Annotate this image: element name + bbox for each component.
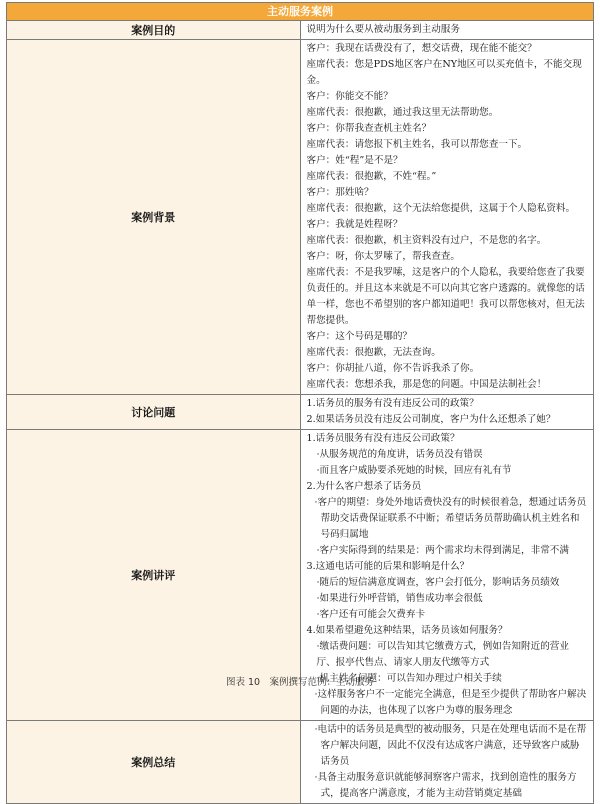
explanation-point: ·而且客户威胁要杀死她的时候，回应有礼有节 — [316, 465, 512, 476]
discussion-question: 2.如果话务员没有违反公司制度，客户为什么还想杀了她？ — [306, 414, 556, 425]
explanation-label: 案例讲评 — [7, 430, 301, 721]
dialogue-line: 客户：你帮我查查机主姓名？ — [306, 123, 432, 134]
explanation-point: ·客户的期望：身处外地话费快没有的时候很着急，想通过话务员帮助交话费保证联系不中断；希望话务员帮助确认机主姓名和号码归属地 — [314, 497, 587, 540]
purpose-label: 案例目的 — [7, 21, 301, 40]
dialogue-line: 客户：这个号码是哪的？ — [306, 331, 413, 342]
summary-row — [7, 721, 594, 804]
dialogue-line: 座席代表：很抱歉，这个无法给您提供，这属于个人隐私资料。 — [306, 203, 576, 214]
explanation-point: ·如果进行外呼营销，销售成功率会很低 — [316, 593, 483, 604]
summary-content — [300, 721, 594, 804]
dialogue-line: 客户：我现在话费没有了，想交话费，现在能不能交？ — [306, 43, 537, 54]
explanation-point: ·客户实际得到的结果是：两个需求均未得到满足，非常不满 — [316, 545, 569, 556]
dialogue-line: 客户：我就是姓程呀？ — [306, 219, 403, 230]
discussion-label: 讨论问题 — [7, 395, 301, 430]
purpose-content — [300, 21, 594, 40]
dialogue-line: 座席代表：不是我罗嗦，这是客户的个人隐私，我要给您查了我要负责任的。并且这本来就是不可以向其它客户透露的。就像您的话单一样，您也不希望别的客户都知道吧！我可以帮您核对，但无法帮您提供。 — [306, 267, 585, 326]
dialogue-line: 座席代表：请您报下机主姓名，我可以帮您查一下。 — [306, 139, 528, 150]
background-content — [300, 40, 594, 395]
table-header-row — [7, 3, 594, 21]
explanation-question-3: 3.这通电话可能的后果和影响是什么？ — [306, 561, 470, 572]
summary-label: 案例总结 — [7, 721, 301, 804]
explanation-point: ·缴话费问题：可以告知其它缴费方式，例如告知附近的营业厅、报亭代售点、请家人朋友代缴等方式 — [316, 641, 569, 668]
explanation-point: ·机主姓名问题：可以告知办理过户相关手续 — [316, 673, 502, 684]
explanation-point: ·随后的短信满意度调查，客户会打低分，影响话务员绩效 — [316, 577, 560, 588]
explanation-point: ·客户还有可能会欠费弃卡 — [316, 609, 426, 620]
explanation-point: ·这样服务客户不一定能完全满意，但是至少提供了帮助客户解决问题的办法，也体现了以客户为尊的服务理念 — [314, 689, 587, 716]
background-row — [7, 40, 594, 395]
dialogue-line: 座席代表：很抱歉，不姓“程。” — [306, 171, 437, 182]
dialogue-line: 客户：那姓啥？ — [306, 187, 374, 198]
discussion-row — [7, 395, 594, 430]
explanation-question-1: 1.话务员服务有没有违反公司政策？ — [306, 433, 460, 444]
explanation-question-4: 4.如果希望避免这种结果，话务员该如何服务？ — [306, 625, 508, 636]
background-label: 案例背景 — [7, 40, 301, 395]
dialogue-line: 客户：姓“程”是不是？ — [306, 155, 403, 166]
table-title: 主动服务案例 — [7, 3, 594, 21]
discussion-content — [300, 395, 594, 430]
dialogue-line: 客户：你胡扯八道，你不告诉我杀了你。 — [306, 363, 480, 374]
summary-point: ·电话中的话务员是典型的被动服务，只是在处理电话而不是在帮客户解决问题，因此不仅没有达成客户满意，还导致客户威胁话务员 — [314, 724, 587, 767]
dialogue-line: 客户：呀，你太罗嗦了，帮我查查。 — [306, 251, 460, 262]
explanation-point: ·从服务规范的角度讲，话务员没有错误 — [316, 449, 483, 460]
purpose-row — [7, 21, 594, 40]
discussion-question: 1.话务员的服务有没有违反公司的政策？ — [306, 398, 479, 409]
summary-point: ·具备主动服务意识就能够洞察客户需求，找到创造性的服务方式，提高客户满意度，才能为主动营销奠定基础 — [314, 772, 577, 799]
figure-caption: 图表 10 案例撰写范例：主动服务 — [225, 677, 375, 688]
explanation-question-2: 2.为什么客户想杀了话务员 — [306, 481, 422, 492]
dialogue-line: 座席代表：很抱歉，机主资料没有过户，不是您的名字。 — [306, 235, 547, 246]
purpose-text: 说明为什么要从被动服务到主动服务 — [306, 24, 460, 35]
dialogue-line: 座席代表：很抱歉，无法查询。 — [306, 347, 441, 358]
dialogue-line: 座席代表：您是PDS地区客户在NY地区可以买充值卡，不能交现金。 — [306, 59, 582, 86]
dialogue-line: 客户：你能交不能？ — [306, 91, 393, 102]
dialogue-line: 座席代表：很抱歉，通过我这里无法帮助您。 — [306, 107, 499, 118]
dialogue-line: 座席代表：您想杀我，那是您的问题。中国是法制社会！ — [306, 379, 547, 390]
